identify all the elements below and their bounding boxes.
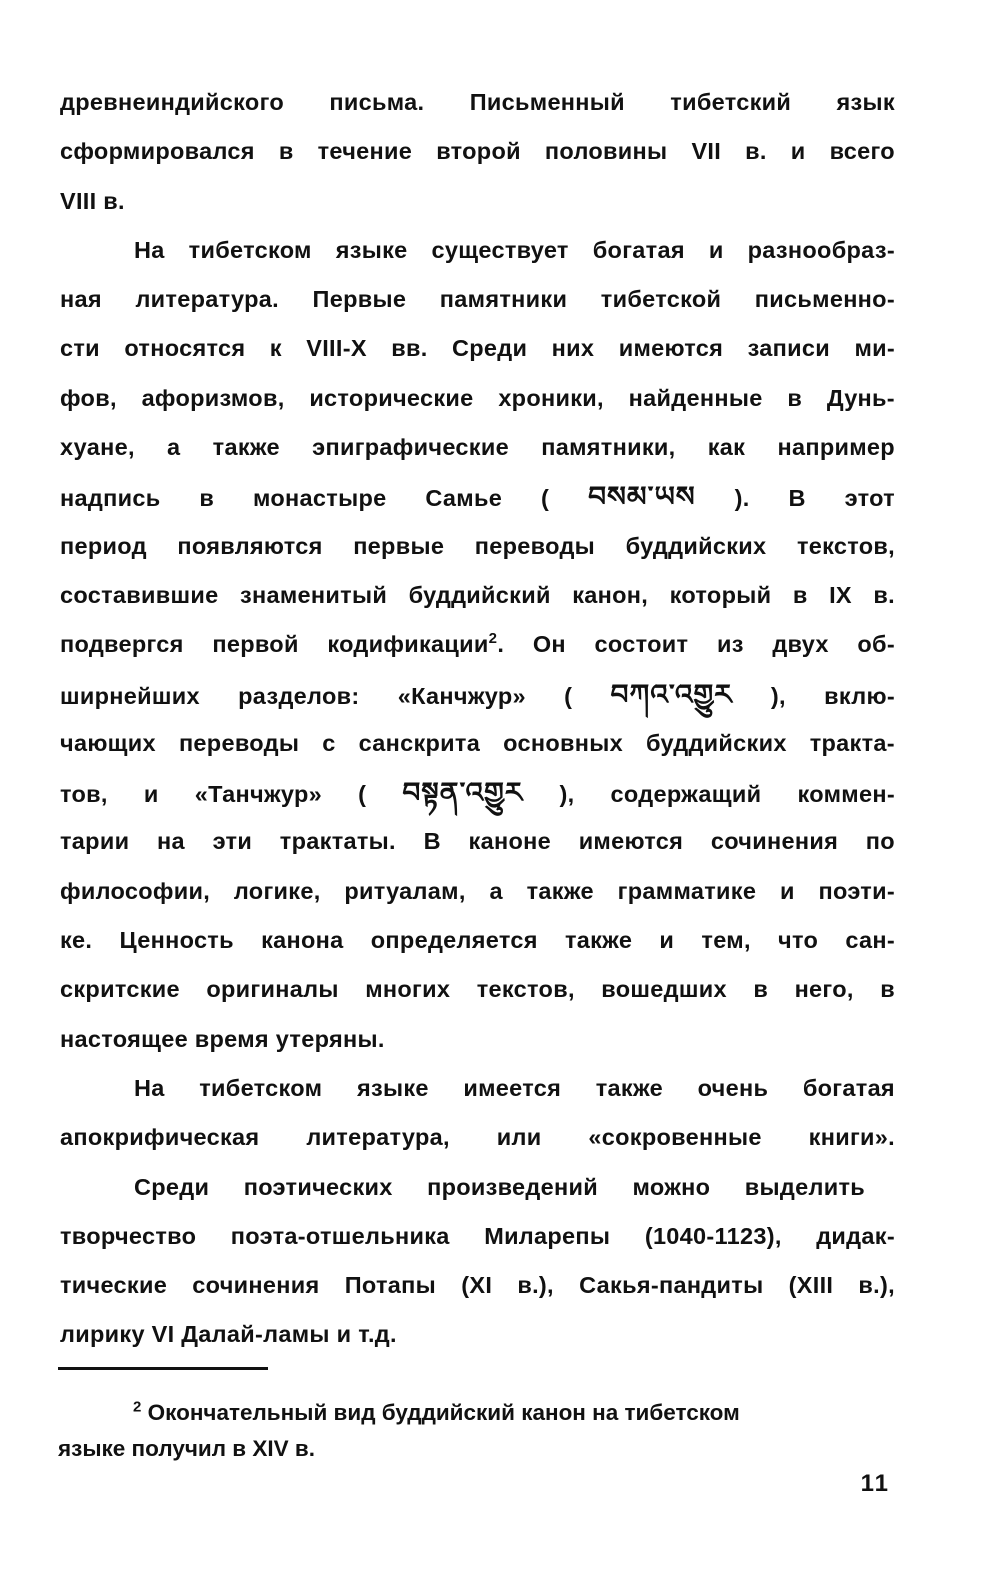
word: апокрифическая (60, 1124, 260, 1151)
word: хуане, (60, 434, 135, 461)
page-number: 11 (860, 1470, 890, 1497)
word: буддийских (645, 729, 787, 756)
word: настоящее время утеряны. (60, 1025, 385, 1052)
word: Самье (425, 485, 503, 512)
word: творчество (60, 1222, 197, 1249)
word: памятники (439, 286, 568, 313)
word: многих (365, 976, 451, 1003)
text-line (60, 670, 895, 719)
word: буддийский (408, 581, 551, 608)
word: VII (691, 138, 722, 165)
text-line (60, 1163, 895, 1212)
word: в. (873, 581, 895, 608)
word: санскрита (358, 729, 481, 756)
word: (XI (461, 1272, 493, 1299)
word: тибетский (670, 89, 792, 115)
word: сан- (845, 927, 895, 954)
word: канона (261, 927, 344, 954)
word: переводы (178, 729, 300, 756)
word: дидак- (816, 1222, 895, 1249)
word: тов, (60, 781, 108, 808)
word: богатая (592, 236, 685, 263)
tibetan-tengyur: བསྟན་འགྱུར (402, 776, 524, 810)
word: В (788, 485, 806, 512)
text-line (60, 1113, 895, 1162)
footnote-text: языке получил в XIV в. (58, 1436, 315, 1461)
word: в (753, 976, 769, 1003)
word: фов, (60, 384, 117, 411)
word: также (595, 1074, 663, 1101)
word: и (779, 877, 795, 904)
word: Он (532, 631, 566, 658)
word: первой (212, 631, 299, 658)
word: записи (747, 335, 831, 362)
word: очень (697, 1074, 769, 1101)
word: (XIII (788, 1272, 834, 1299)
word: VIII-X (306, 335, 367, 362)
text-line (60, 127, 895, 176)
text-line (60, 1015, 895, 1064)
footnote-text: Окончательный вид буддийский канон на тибетском (147, 1400, 740, 1425)
word: «сокровенные (588, 1124, 762, 1151)
text-line (60, 1212, 895, 1261)
word: афоризмов, (141, 384, 285, 411)
word: языке (335, 236, 408, 263)
text-line (60, 1064, 895, 1113)
word: ( (541, 485, 550, 512)
word: в (787, 384, 803, 411)
word: На (134, 1074, 165, 1101)
footnote (58, 1395, 888, 1467)
word: грамматике (617, 877, 757, 904)
text-line (60, 571, 895, 620)
word: эти (212, 828, 253, 855)
word: и (708, 236, 724, 263)
word: древнеиндийского (60, 89, 285, 115)
word: первые (353, 532, 445, 559)
word: (1040-1123), (644, 1222, 782, 1249)
word: и (143, 781, 159, 808)
word: и (659, 927, 675, 954)
text-line (60, 374, 895, 423)
word: что (778, 927, 819, 954)
word: «Танчжур» (194, 781, 322, 808)
text-line (60, 78, 895, 127)
word: «Канчжур» (397, 682, 526, 709)
text-line (60, 1261, 895, 1310)
word: в.), (517, 1272, 554, 1299)
word: можно (632, 1173, 711, 1200)
tibetan-kangyur: བཀའ་འགྱུར (610, 677, 733, 711)
word: IX (829, 581, 852, 608)
text-line (60, 226, 895, 275)
word: состоит (594, 631, 689, 658)
tibetan-samye: བསམ་ཡས (588, 480, 696, 514)
footnote-divider (58, 1367, 268, 1370)
word: них (551, 335, 595, 362)
word: поэти- (818, 877, 895, 904)
word: VIII в. (60, 187, 125, 214)
text-line (60, 719, 895, 768)
word: а (489, 877, 503, 904)
text-line (60, 817, 895, 866)
word: скритские (60, 976, 180, 1003)
word: текстов, (476, 976, 575, 1003)
word: него, (794, 976, 854, 1003)
word: в (880, 976, 895, 1003)
word: богатая (802, 1074, 895, 1101)
word: который (669, 581, 772, 608)
word: период (60, 532, 147, 559)
word: сформировался (60, 138, 255, 165)
word: чающих (60, 729, 156, 756)
word: ), (559, 781, 575, 808)
word: Среди (451, 335, 528, 362)
word: хроники, (498, 384, 604, 411)
word: Дунь- (826, 384, 895, 411)
word: ная (60, 286, 102, 313)
word: на (157, 828, 185, 855)
word: содержащий (610, 781, 762, 808)
word: исторические (309, 384, 474, 411)
word: Среди (134, 1173, 210, 1200)
word: тические (60, 1272, 168, 1299)
word: об- (857, 631, 895, 658)
word-with-footnote-ref (327, 620, 504, 669)
word: сочинения (710, 828, 839, 855)
word: сочинения (192, 1272, 320, 1299)
word: тибетском (188, 236, 312, 263)
word: тем, (701, 927, 751, 954)
word: коммен- (797, 781, 895, 808)
word: с (322, 729, 336, 756)
word: переводы (474, 532, 596, 559)
word: кодификации (327, 631, 489, 658)
text-line (60, 916, 895, 965)
word: тибетском (199, 1074, 323, 1101)
word: литература. (135, 286, 279, 313)
word: второй (436, 138, 521, 165)
word: ке. (60, 927, 93, 954)
word: основных (503, 729, 623, 756)
word: в (199, 485, 215, 512)
word: письма. (329, 89, 425, 115)
word: найденные (628, 384, 763, 411)
word: имеется (463, 1074, 562, 1101)
word: всего (829, 138, 895, 165)
word: памятники, (541, 434, 676, 461)
word: Потапы (344, 1272, 437, 1299)
word: каноне (468, 828, 551, 855)
word: надпись (60, 485, 161, 512)
word: текстов, (796, 532, 895, 559)
word: Сакья-пандиты (579, 1272, 764, 1299)
word: этот (844, 485, 895, 512)
word: поэта-отшельника (230, 1222, 450, 1249)
word: тракта- (809, 729, 895, 756)
main-text (60, 78, 895, 1360)
word: письменно- (754, 286, 895, 313)
punctuation: . (497, 631, 505, 658)
word: философии, (60, 877, 211, 904)
word: логике, (233, 877, 321, 904)
text-line (60, 472, 895, 521)
word: существует (431, 236, 569, 263)
word: ). (734, 485, 750, 512)
text-line (60, 965, 895, 1014)
word: На (134, 236, 165, 263)
word: канон, (572, 581, 649, 608)
text-line (60, 620, 895, 669)
word: лирику VI Далай-ламы и т.д. (60, 1321, 397, 1348)
word: относятся (124, 335, 246, 362)
footnote-ref: 2 (488, 630, 498, 648)
word: монастыре (253, 485, 387, 512)
word: течение (317, 138, 413, 165)
word: выделить (744, 1173, 865, 1200)
word: имеются (578, 828, 684, 855)
word: в. (745, 138, 767, 165)
word: Письменный (469, 89, 625, 115)
word: из (716, 631, 744, 658)
word: трактаты. (279, 828, 396, 855)
word: поэтических (243, 1173, 393, 1200)
word: ( (358, 781, 367, 808)
word: Ценность (119, 927, 234, 954)
word: как (707, 434, 746, 461)
word: или (496, 1124, 542, 1151)
word: также (212, 434, 280, 461)
word: в (792, 581, 808, 608)
footnote-marker: 2 (133, 1398, 142, 1416)
word: язык (836, 89, 895, 115)
word: и (790, 138, 806, 165)
word: эпиграфические (312, 434, 509, 461)
word: тарии (60, 828, 130, 855)
word: ), (770, 682, 786, 709)
word: двух (772, 631, 829, 658)
word: В (423, 828, 441, 855)
text-line (60, 1310, 895, 1359)
word: появляются (177, 532, 323, 559)
text-line (60, 324, 895, 373)
word: оригиналы (206, 976, 339, 1003)
word: буддийских (625, 532, 767, 559)
word: в.), (858, 1272, 895, 1299)
word: книги». (808, 1124, 895, 1151)
word: вошедших (601, 976, 727, 1003)
text-line (60, 867, 895, 916)
word: также (526, 877, 594, 904)
word: языке (356, 1074, 429, 1101)
text-line (60, 768, 895, 817)
word: имеются (618, 335, 724, 362)
word: произведений (427, 1173, 599, 1200)
word: разнообраз- (747, 236, 895, 263)
word: литература, (306, 1124, 450, 1151)
text-line (60, 177, 895, 226)
word: Первые (312, 286, 407, 313)
word: ( (564, 682, 573, 709)
word: половины (544, 138, 668, 165)
word: в (278, 138, 294, 165)
word: к (269, 335, 282, 362)
word: по (865, 828, 895, 855)
word: а (167, 434, 181, 461)
word: вклю- (824, 682, 895, 709)
word: ритуалам, (344, 877, 466, 904)
word: составившие (60, 581, 219, 608)
word: разделов: (238, 682, 360, 709)
word: знаменитый (240, 581, 388, 608)
text-line (60, 275, 895, 324)
word: Миларепы (484, 1222, 611, 1249)
word: вв. (391, 335, 428, 362)
word: подвергся (60, 631, 184, 658)
word: например (777, 434, 895, 461)
text-line (60, 423, 895, 472)
word: ми- (854, 335, 895, 362)
footnote-line (58, 1395, 888, 1431)
text-line (60, 522, 895, 571)
word: определяется (370, 927, 538, 954)
footnote-line (58, 1431, 888, 1467)
word: также (564, 927, 633, 954)
word: ширнейших (60, 682, 200, 709)
word: тибетской (600, 286, 722, 313)
word: сти (60, 335, 100, 362)
